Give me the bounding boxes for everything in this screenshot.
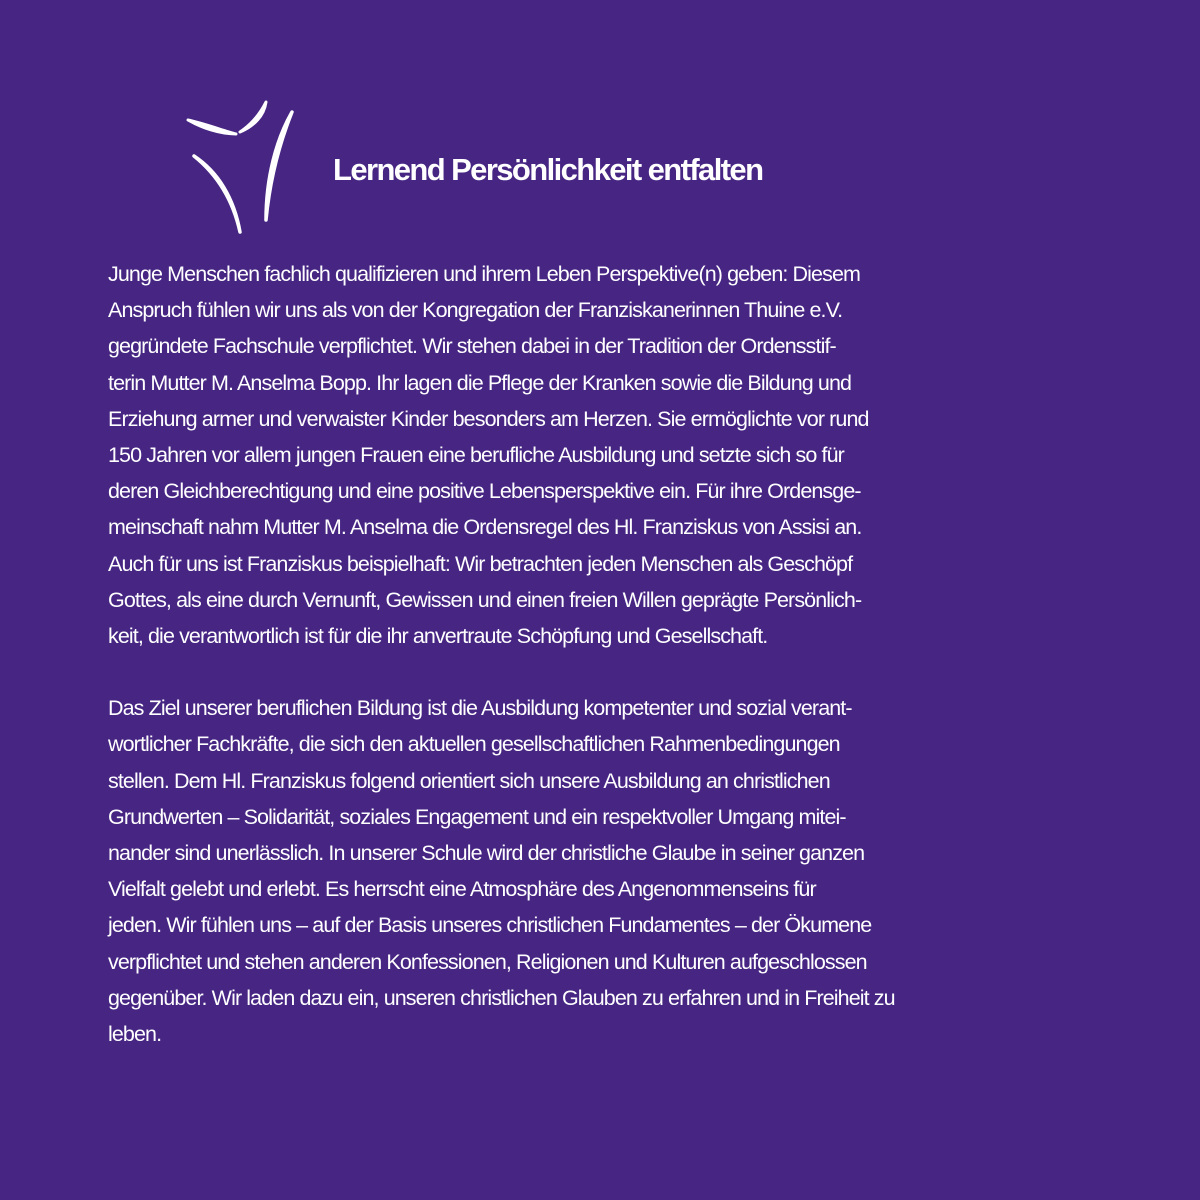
text-line: Gottes, als eine durch Vernunft, Gewissen und einen freien Willen geprägte Persönlich- <box>108 587 862 612</box>
text-line: deren Gleichberechtigung und eine positive Lebensperspektive ein. Für ihre Ordensge- <box>108 479 861 504</box>
text-line: gegenüber. Wir laden dazu ein, unseren christlichen Glauben zu erfahren und in Freiheit zu <box>108 985 895 1010</box>
text-line: stellen. Dem Hl. Franziskus folgend orientiert sich unsere Ausbildung an christlichen <box>108 768 830 793</box>
text-line: terin Mutter M. Anselma Bopp. Ihr lagen die Pflege der Kranken sowie die Bildung und <box>108 370 852 395</box>
text-line: keit, die verantwortlich ist für die ihr anvertraute Schöpfung und Gesellschaft. <box>108 624 768 649</box>
text-line: Vielfalt gelebt und erlebt. Es herrscht eine Atmosphäre des Angenommenseins für <box>108 877 816 902</box>
body-text <box>108 256 1088 1052</box>
text-line: nander sind unerlässlich. In unserer Schule wird der christliche Glaube in seiner ganzen <box>108 841 865 866</box>
text-line: Grundwerten – Solidarität, soziales Engagement und ein respektvoller Umgang mitei- <box>108 804 846 829</box>
text-line: Das Ziel unserer beruflichen Bildung ist die Ausbildung kompetenter und sozial verant- <box>108 696 852 721</box>
text-line: gegründete Fachschule verpflichtet. Wir stehen dabei in der Tradition der Ordensstif- <box>108 334 836 359</box>
text-line: Anspruch fühlen wir uns als von der Kongregation der Franziskanerinnen Thuine e.V. <box>108 298 843 323</box>
text-line: meinschaft nahm Mutter M. Anselma die Ordensregel des Hl. Franziskus von Assisi an. <box>108 515 862 540</box>
page-title: Lernend Persönlichkeit entfalten <box>333 152 763 187</box>
text-line: leben. <box>108 1022 162 1047</box>
text-line: verpflichtet und stehen anderen Konfessionen, Religionen und Kulturen aufgeschlossen <box>108 949 867 974</box>
text-line: Auch für uns ist Franziskus beispielhaft: Wir betrachten jeden Menschen als Geschöpf <box>108 551 853 576</box>
text-line: wortlicher Fachkräfte, die sich den aktuellen gesellschaftlichen Rahmenbedingungen <box>108 732 840 757</box>
text-line: Erziehung armer und verwaister Kinder besonders am Herzen. Sie ermöglichte vor rund <box>108 406 869 431</box>
paragraph-1 <box>108 256 1088 654</box>
paragraph-spacer <box>108 654 1088 690</box>
franciscan-tau-logo-icon <box>180 98 300 238</box>
text-line: jeden. Wir fühlen uns – auf der Basis unseres christlichen Fundamentes – der Ökumene <box>108 913 872 938</box>
text-line: 150 Jahren vor allem jungen Frauen eine berufliche Ausbildung und setzte sich so für <box>108 443 844 468</box>
paragraph-2 <box>108 690 1088 1052</box>
text-line: Junge Menschen fachlich qualifizieren und ihrem Leben Perspektive(n) geben: Diesem <box>108 262 861 286</box>
